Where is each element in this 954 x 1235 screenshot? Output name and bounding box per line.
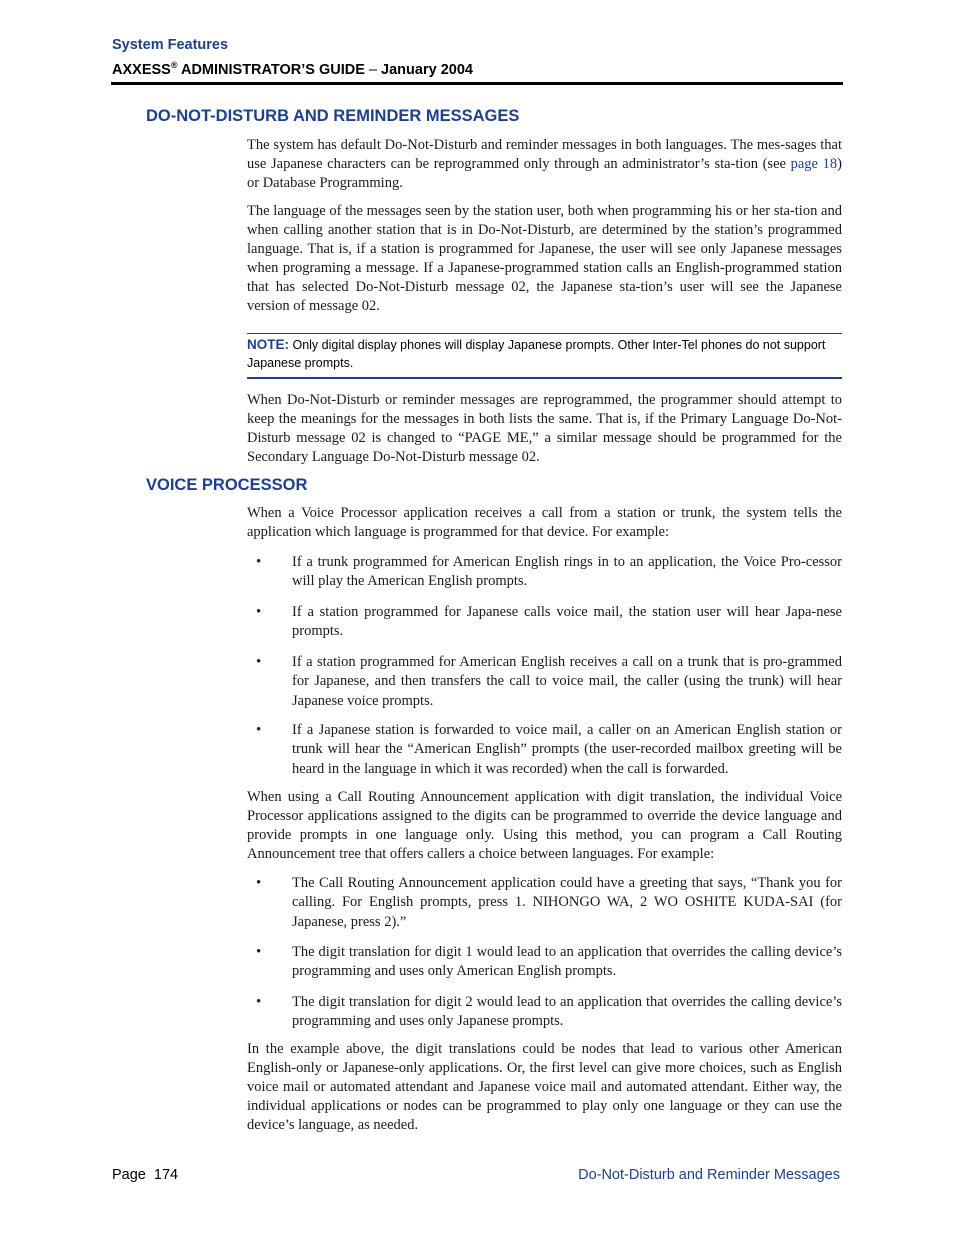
note-label: NOTE:: [247, 337, 289, 352]
vp-paragraph-3: In the example above, the digit translations could be nodes that lead to various other American English-only or Japanese-only applications. Or, the first level can give more choices, such as English voice mail or automated attendant and Japanese voice mail and automated attendant. Either way, the individual applications or nodes can be programmed to play only one language or they can use the device’s language, as needed.: [247, 1041, 842, 1133]
section-heading-voice-processor: VOICE PROCESSOR: [146, 476, 308, 494]
bullet-icon: •: [256, 654, 262, 670]
footer-page-number: Page 174: [112, 1167, 179, 1183]
brand-name: AXXESS: [112, 61, 171, 78]
vp-paragraph-2: When using a Call Routing Announcement application with digit translation, the individual Voice Processor applications assigned to the digits can be programmed to override the device language and provide prompts in one language only. Using this method, you can program a Call Routing Announcement tree that offers callers a choice between languages. For example:: [247, 789, 842, 862]
running-header-section: System Features: [112, 37, 229, 53]
dnd-p1-text: The system has default Do-Not-Disturb and reminder messages in both languages. The mes-sages that use Japanese characters can be reprogrammed only through an administrator’s sta-tion (see: [247, 137, 842, 172]
note-box: [247, 336, 842, 372]
dnd-p1-text-end: ) or Database Programming.: [247, 155, 842, 191]
bullet-icon: •: [256, 722, 262, 738]
vp-bullet-5: The Call Routing Announcement application could have a greeting that says, “Thank you for calling. For English prompts, press 1. NIHONGO WA, 2 WO OSHITE KUDA-SAI (for Japanese, press 2).”: [292, 875, 842, 930]
vp-bullet-4: If a Japanese station is forwarded to voice mail, a caller on an American English station or trunk will hear the “American English” prompts (the user-recorded mailbox greeting will be heard in the language in which it was recorded) when the call is forwarded.: [292, 722, 842, 777]
note-bottom-rule: [247, 377, 842, 379]
dnd-paragraph-3: When Do-Not-Disturb or reminder messages are reprogrammed, the programmer should attempt to keep the meanings for the messages in both lists the same. That is, if the Primary Language Do-Not-Disturb message 02 is changed to “PAGE ME,” a similar message should be programmed for the Secondary Language Do-Not-Disturb message 02.: [247, 392, 842, 465]
bullet-icon: •: [256, 554, 262, 570]
bullet-icon: •: [256, 994, 262, 1010]
guide-date: January 2004: [381, 61, 473, 78]
vp-bullet-7: The digit translation for digit 2 would lead to an application that overrides the calling device’s programming and uses only Japanese prompts.: [292, 994, 842, 1030]
dnd-paragraph-1: [247, 136, 842, 193]
bullet-icon: •: [256, 875, 262, 891]
vp-bullet-2: If a station programmed for Japanese calls voice mail, the station user will hear Japa-nese prompts.: [292, 604, 842, 640]
vp-bullet-3: If a station programmed for American English receives a call on a trunk that is pro-grammed for Japanese, and then transfers the call to voice mail, the caller (using the trunk) will hear Japanese voice prompts.: [292, 654, 842, 709]
page-link[interactable]: page 18: [790, 155, 838, 172]
footer-section-title: Do-Not-Disturb and Reminder Messages: [578, 1167, 840, 1183]
bullet-icon: •: [256, 604, 262, 620]
note-text: Only digital display phones will display Japanese prompts. Other Inter-Tel phones do not support Japanese prompts.: [247, 338, 826, 370]
bullet-icon: •: [256, 944, 262, 960]
header-rule: [111, 82, 843, 85]
title-separator: –: [364, 61, 382, 78]
note-top-rule: [247, 333, 842, 334]
section-heading-dnd: DO-NOT-DISTURB AND REMINDER MESSAGES: [146, 107, 520, 125]
vp-paragraph-1: When a Voice Processor application receives a call from a station or trunk, the system tells the application which language is programmed for that device. For example:: [247, 505, 842, 540]
running-header-title: [112, 60, 812, 78]
vp-bullet-6: The digit translation for digit 1 would lead to an application that overrides the calling device’s programming and uses only American English prompts.: [292, 944, 842, 980]
vp-bullet-1: If a trunk programmed for American English rings in to an application, the Voice Pro-cessor will play the American English prompts.: [292, 554, 842, 590]
guide-title: ADMINISTRATOR’S GUIDE: [177, 61, 365, 78]
registered-mark: ®: [170, 60, 178, 70]
dnd-paragraph-2: The language of the messages seen by the station user, both when programming his or her sta-tion and when calling another station that is in Do-Not-Disturb, are determined by the station’s programmed language. That is, if a station is programmed for Japanese, the user will see only Japanese messages when programing a message. If a Japanese-programmed station calls an English-programmed station that has selected Do-Not-Disturb message 02, the Japanese sta-tion’s user will see the Japanese version of message 02.: [247, 203, 842, 314]
